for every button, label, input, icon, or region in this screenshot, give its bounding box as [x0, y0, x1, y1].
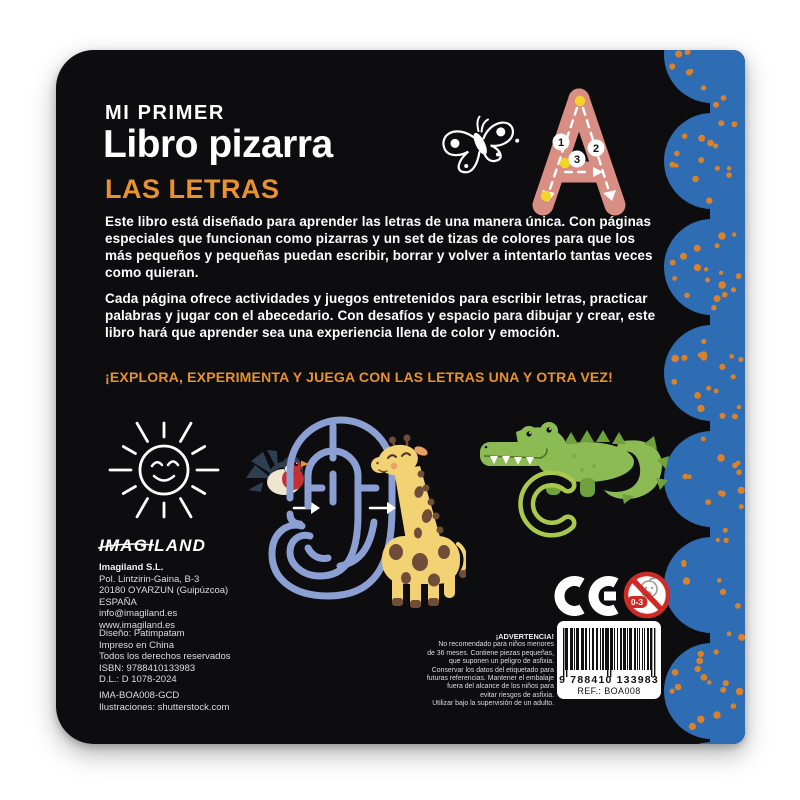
- giraffe-icon: [366, 432, 466, 618]
- credit-line: Diseño: Patimpatam: [99, 628, 185, 639]
- scalloped-edge-decoration: [660, 50, 745, 744]
- book-back-cover: [56, 50, 745, 744]
- barcode-label: [557, 621, 661, 699]
- barcode-number: 9 788410 133983: [559, 674, 659, 686]
- trace-step-2: 2: [592, 143, 600, 155]
- address-line: www.imagiland.es: [99, 619, 176, 631]
- trace-step-3: 3: [573, 154, 581, 166]
- address-line: info@imagiland.es: [99, 608, 178, 619]
- warning-line: evitar riesgos de asfixia.: [480, 691, 554, 699]
- credit-line: Ilustraciones: shutterstock.com: [99, 701, 230, 713]
- warning-line: Utilizar bajo la supervisión de un adulto.: [432, 700, 554, 708]
- series-title: MI PRIMER: [105, 102, 225, 124]
- credit-line: IMA-BOA008-GCD: [99, 690, 180, 701]
- warning-line: Conservar los datos del etiquetado para: [431, 666, 554, 674]
- age-range-label: 0-3: [630, 597, 644, 607]
- address-line: Imagiland S.L.: [99, 562, 164, 573]
- ce-mark: [552, 572, 626, 620]
- publisher-address: [99, 562, 228, 631]
- barcode-ref: REF.: BOA008: [577, 686, 641, 696]
- barcode: [561, 626, 657, 678]
- tagline: ¡EXPLORA, EXPERIMENTA Y JUEGA CON LAS LETRAS UNA Y OTRA VEZ!: [105, 369, 614, 385]
- book-subtitle: LAS LETRAS: [105, 174, 280, 204]
- credit-line: Impreso en China: [99, 639, 174, 651]
- description-paragraph-2: Cada página ofrece actividades y juegos entretenidos para escribir letras, practicar palabras y jugar con el abecedario. Con desafíos y espacio para dibujar y crear, este libro hará que aprender sea una experiencia llena de color y emoción.: [105, 291, 656, 340]
- description-paragraph-1: Este libro está diseñado para aprender las letras de una manera única. Con páginas especiales que funcionan como pizarras y un set de tizas de colores para que los más pequeños y pequeñas puedan escribir, borrar y volver a intentarlo tantas veces como quieran.: [105, 214, 653, 280]
- outline-letter-c: [514, 464, 586, 544]
- address-line: Pol. Lintzirin-Gaina, B-3: [99, 573, 200, 585]
- trace-step-1: 1: [557, 137, 565, 149]
- credit-line: D.L.: D 1078-2024: [99, 674, 177, 685]
- address-line: ESPAÑA: [99, 596, 137, 608]
- credits-block-2: [99, 690, 229, 713]
- tracing-letter-a: [519, 84, 641, 220]
- book-title: Libro pizarra: [103, 123, 333, 166]
- warning-lines: [404, 641, 554, 708]
- warning-line: No recomendado para niños menores: [438, 641, 554, 649]
- warning-line: fuera del alcance de los niños para: [447, 683, 554, 691]
- smiling-sun-icon: [104, 410, 224, 530]
- credits-block: [99, 628, 231, 686]
- warning-line: futuras referencias. Mantener el embalaje: [426, 675, 554, 683]
- warning-title: ¡ADVERTENCIA!: [495, 632, 554, 641]
- credit-line: Todos los derechos reservados: [99, 651, 231, 662]
- warning-line: que suponen un peligro de asfixia.: [449, 658, 554, 666]
- warning-line: de 36 meses. Contiene piezas pequeñas,: [427, 649, 554, 657]
- address-line: 20180 OYARZUN (Guipúzcoa): [99, 585, 229, 596]
- butterfly-icon: [436, 106, 522, 178]
- imagiland-logo: IMAGILAND: [99, 536, 207, 555]
- logo-swoosh-icon: [97, 542, 155, 550]
- age-0-3-prohibition-icon: [621, 569, 673, 621]
- credit-line: ISBN: 9788410133983: [99, 662, 196, 674]
- safety-warning: [404, 633, 554, 709]
